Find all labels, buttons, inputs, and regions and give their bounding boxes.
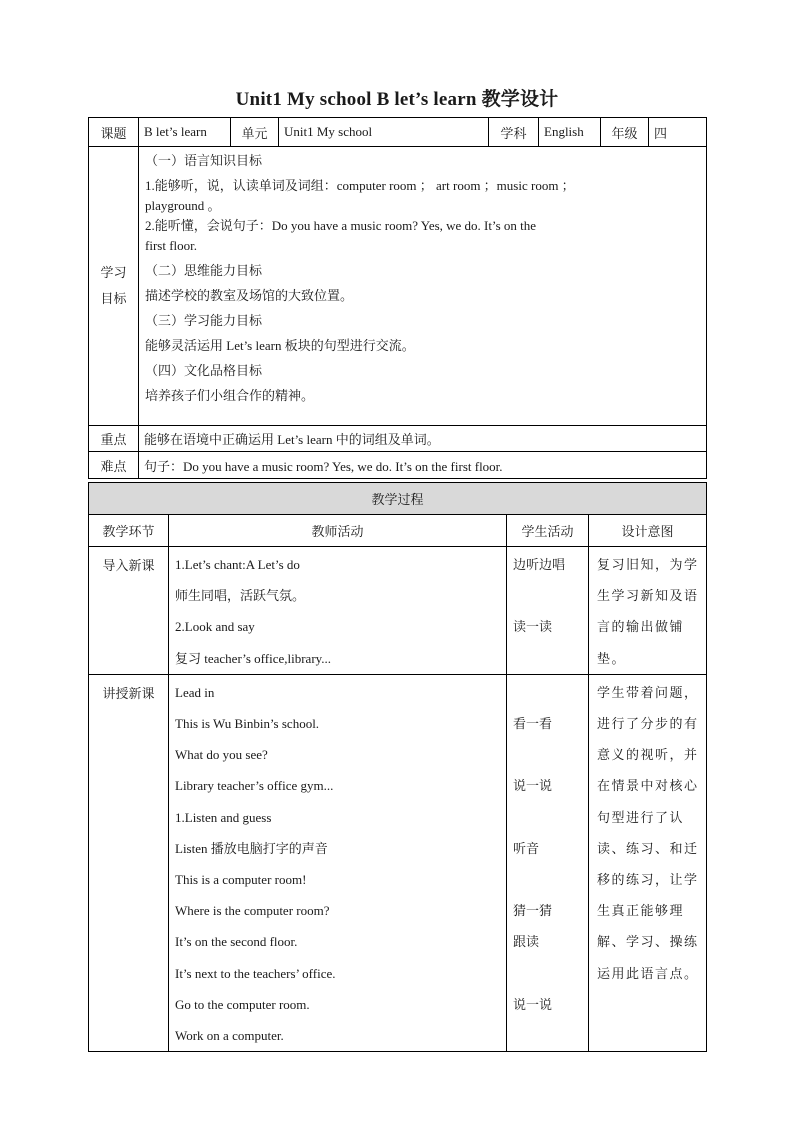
- difficult-points-label: 难点: [89, 452, 139, 479]
- goals-content: [139, 147, 707, 426]
- column-header: 设计意图: [589, 515, 707, 547]
- lesson-info-table: [88, 117, 707, 479]
- teacher-line: 1.Listen and guess: [175, 809, 272, 825]
- student-line: [513, 864, 588, 895]
- column-header: 学生活动: [507, 515, 589, 547]
- goal-heading-4: （四）文化品格目标: [145, 363, 263, 378]
- student-line: [513, 580, 588, 611]
- student-line: [513, 739, 588, 770]
- teacher-line: What do you see?: [175, 747, 268, 763]
- teacher-line: Lead in: [175, 684, 215, 700]
- teacher-line: This is a computer room!: [175, 871, 307, 887]
- teacher-line: Where is the computer room?: [175, 903, 330, 919]
- goal-line: 能够灵活运用 Let’s learn 板块的句型进行交流。: [145, 338, 415, 353]
- topic-value: B let’s learn: [139, 118, 231, 147]
- subject-value: English: [539, 118, 601, 147]
- teacher-line: 2.Look and say: [175, 619, 255, 635]
- goal-heading-1: （一）语言知识目标: [145, 153, 263, 168]
- subject-label: 学科: [489, 118, 539, 147]
- student-line: 看一看: [513, 716, 553, 731]
- teacher-line: 师生同唱，活跃气氛。: [175, 588, 306, 604]
- grade-value: 四: [649, 118, 707, 147]
- goal-heading-3: （三）学习能力目标: [145, 313, 263, 328]
- difficult-points-value: 句子：Do you have a music room? Yes, we do. It’s on the first floor.: [139, 452, 707, 479]
- design-intent: 复习旧知，为学生学习新知及语言的输出做铺垫。: [589, 547, 707, 675]
- teacher-line: Listen 播放电脑打字的声音: [175, 840, 328, 856]
- student-line: 跟读: [513, 934, 540, 950]
- teaching-process-table: [88, 482, 707, 1052]
- column-header: 教学环节: [89, 515, 169, 547]
- student-line: 说一说: [513, 996, 553, 1012]
- student-line: [513, 958, 588, 989]
- goal-heading-2: （二）思维能力目标: [145, 263, 263, 278]
- topic-label: 课题: [89, 118, 139, 147]
- goal-line: 2.能听懂，会说句子：Do you have a music room? Yes, we do. It’s on the: [145, 218, 537, 233]
- key-points-label: 重点: [89, 426, 139, 452]
- teacher-line: It’s on the second floor.: [175, 934, 298, 950]
- key-points-value: 能够在语境中正确运用 Let’s learn 中的词组及单词。: [139, 426, 707, 452]
- student-line: [513, 677, 588, 708]
- goal-line: playground 。: [145, 198, 221, 213]
- unit-label: 单元: [231, 118, 279, 147]
- student-line: 听音: [513, 840, 540, 856]
- teacher-line: This is Wu Binbin’s school.: [175, 716, 320, 731]
- document-title: Unit1 My school B let’s learn 教学设计: [235, 89, 559, 110]
- design-intent: 学生带着问题，进行了分步的有意义的视听，并在情景中对核心句型进行了认读、练习、和迁移的练习，让学生真正能够理解、学习、操练运用此语言点。: [589, 674, 707, 1051]
- goal-line: 1.能够听，说，认读单词及词组：computer room ； art room ；music room ；: [145, 178, 575, 193]
- process-header: 教学过程: [89, 483, 707, 515]
- student-activity: [507, 547, 589, 675]
- goal-line: first floor.: [145, 238, 197, 253]
- goals-label: [89, 147, 139, 426]
- teacher-line: 复习 teacher’s office,library...: [175, 650, 332, 666]
- stage-cell: 讲授新课: [89, 674, 169, 1051]
- unit-value: Unit1 My school: [279, 118, 489, 147]
- goals-label-line2: 目标: [100, 291, 127, 306]
- column-header: 教师活动: [169, 515, 507, 547]
- teacher-line: Work on a computer.: [175, 1027, 284, 1043]
- student-line: [513, 643, 588, 674]
- stage-cell: 导入新课: [89, 547, 169, 675]
- student-line: [513, 802, 588, 833]
- teacher-activity: [169, 547, 507, 675]
- grade-label: 年级: [601, 118, 649, 147]
- teacher-line: Library teacher’s office gym...: [175, 778, 334, 794]
- teacher-line: Go to the computer room.: [175, 996, 310, 1012]
- teacher-line: It’s next to the teachers’ office.: [175, 965, 336, 981]
- student-line: [513, 1020, 588, 1051]
- student-line: 边听边唱: [513, 557, 566, 572]
- teacher-activity: [169, 674, 507, 1051]
- teacher-line: 1.Let’s chant:A Let’s do: [175, 557, 300, 572]
- goal-line: 描述学校的教室及场馆的大致位置。: [145, 288, 354, 303]
- goal-line: 培养孩子们小组合作的精神。: [145, 388, 315, 403]
- goals-label-line1: 学习: [100, 265, 127, 280]
- student-activity: [507, 674, 589, 1051]
- student-line: 猜一猜: [513, 903, 553, 919]
- student-line: 说一说: [513, 778, 553, 794]
- student-line: 读一读: [513, 619, 553, 635]
